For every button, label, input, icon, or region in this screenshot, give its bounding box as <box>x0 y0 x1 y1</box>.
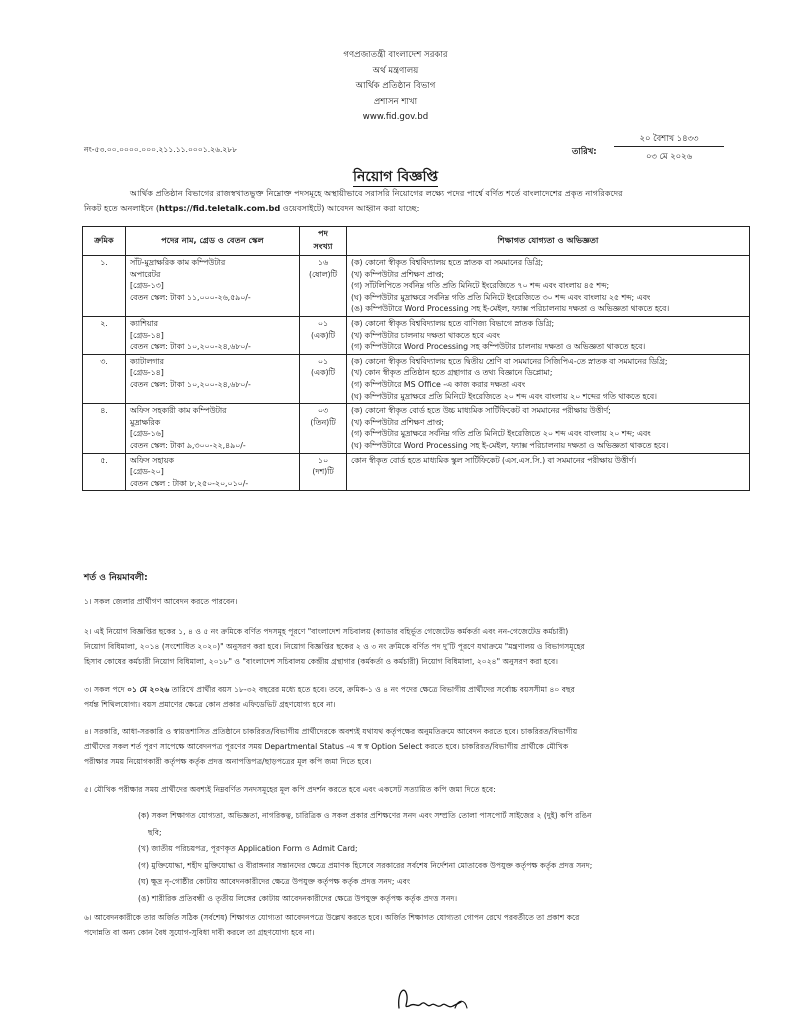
intro-paragraph <box>84 186 732 216</box>
count-words: (এক)টি <box>311 368 335 378</box>
count-number: ১৬ <box>317 258 329 267</box>
header-count <box>300 227 347 256</box>
condition-3-cutoff-date: ০১ মে ২০২৬ <box>127 685 170 694</box>
table-row <box>83 256 750 317</box>
table-row <box>83 404 750 453</box>
condition-2-line-1: ২। এই নিয়োগ বিজ্ঞপ্তির ছকের ১, ৪ ও ৫ নং ক্রমিকে বর্ণিত পদসমূহ পূরণে "বাংলাদেশ সচিবালয় (ক্যাডার বহির্ভূত গেজেটেড কর্মকর্তা এবং নন-গেজেটেড কর্মচারী) <box>84 627 569 636</box>
intro-url: https://fid.teletalk.com.bd <box>159 203 281 213</box>
header-line-division: আর্থিক প্রতিষ্ঠান বিভাগ <box>355 81 436 91</box>
intro-line-2 <box>84 201 732 216</box>
condition-6 <box>84 910 760 940</box>
header-requirements: শিক্ষাগত যোগ্যতা ও অভিজ্ঞতা <box>347 227 750 256</box>
document-item: (খ) জাতীয় পরিচয়পত্র, পূরণকৃত Application Form ও Admit Card; <box>138 844 358 853</box>
header-line-branch: প্রশাসন শাখা <box>373 96 418 107</box>
date-bangla: ২০ বৈশাখ ১৪৩৩ <box>614 131 724 147</box>
condition-2-line-3: হিসাব কোষের কর্মচারী নিয়োগ বিধিমালা, ২০১৮" ও "বাংলাদেশ সচিবালয় কেন্দ্রীয় গ্রন্থাগার (কর্মকর্তা ও কর্মচারী) নিয়োগ বিধিমালা, ২০২৪" অনুসরণ করা হবে। <box>84 657 558 666</box>
count-number: ০১ <box>317 356 329 366</box>
post-name-cont: মুদ্রাক্ষরিক <box>130 417 161 427</box>
post-grade: [গ্রেড-১৬] <box>130 429 164 439</box>
requirement-item: (খ) কম্পিউটার প্রশিক্ষণ প্রাপ্ত; <box>351 417 445 427</box>
header-count-line-1: পদ <box>318 228 328 238</box>
requirement-item: কোন স্বীকৃত বোর্ড হতে মাধ্যমিক স্কুল সার্টিফিকেট (এস.এস.সি.) বা সমমানের পরীক্ষায় উত্তীর্ণ। <box>351 455 637 465</box>
post-grade: [গ্রেড-১৪] <box>130 368 164 378</box>
memo-number: নং-৫৩.০০.০০০০.০০০.২১১.১১.০০০১.২৬.২৮৮ <box>84 145 238 154</box>
post-name: সাঁট-মুদ্রাক্ষরিক কাম কম্পিউটার <box>130 258 226 267</box>
row-post <box>126 453 300 491</box>
post-scale: বেতন স্কেল: টাকা ৯,৩০০-২২,৪৯০/- <box>130 440 246 450</box>
condition-3 <box>84 682 760 712</box>
count-words: (দশ)টি <box>312 467 334 477</box>
post-grade: [গ্রেড-১৪] <box>130 330 164 340</box>
conditions-title: শর্ত ও নিয়মাবলী: <box>84 573 148 583</box>
header-serial: ক্রমিক <box>83 227 126 256</box>
header-post: পদের নাম, গ্রেড ও বেতন স্কেল <box>126 227 300 256</box>
row-post <box>126 354 300 403</box>
count-number: ০১ <box>317 318 329 328</box>
requirement-item: (খ) কোন স্বীকৃত প্রতিষ্ঠান হতে গ্রন্থাগার ও তথ্য বিজ্ঞানে ডিপ্লোমা; <box>351 368 553 378</box>
count-number: ০৩ <box>317 406 329 416</box>
intro-line-1: আর্থিক প্রতিষ্ঠান বিভাগের রাজস্বখাতভুক্ত নিম্নোক্ত পদসমূহে অস্থায়ীভাবে সরাসরি নিয়োগের লক্ষ্যে পদের পার্শ্বে বর্ণিত শর্তে বাংলাদেশের প্রকৃত নাগরিকদের <box>130 188 623 198</box>
row-serial: ৩. <box>83 354 126 403</box>
document-item: (গ) মুক্তিযোদ্ধা, শহীদ মুক্তিযোদ্ধা ও বীরাঙ্গনার সন্তানদের ক্ষেত্রে প্রমাণক হিসেবে সরকারের সর্বশেষ নির্দেশনা মোতাবেক উপযুক্ত কর্তৃপক্ষ কর্তৃক প্রদত্ত সনদ; <box>138 860 593 870</box>
date-english: ০৩ মে ২০২৬ <box>645 151 693 161</box>
condition-4-line-1: ৪। সরকারি, আধা-সরকারি ও স্বায়ত্তশাসিত প্রতিষ্ঠানে চাকরিরত/বিভাগীয় প্রার্থীদেরকে অবশ্যই যথাযথ কর্তৃপক্ষের অনুমতিক্রমে আবেদন করতে হবে। চাকরিরত/বিভাগীয় <box>84 727 578 736</box>
condition-3-prefix: ৩। সকল পদে <box>84 685 128 694</box>
row-requirements <box>347 453 750 491</box>
condition-2-line-2: নিয়োগ বিধিমালা, ২০১৪ (সংশোধিত ২০২০)" অনুসরণ করা হবে। নিয়োগ বিজ্ঞপ্তির ছকের ২ ও ৩ নং ক্রমিকে বর্ণিত পদ দু'টি পূরণে যথাক্রমে "মন্ত্রণালয় ও বিভাগসমূহের <box>84 642 585 651</box>
post-name: অফিস সহকারী কাম কম্পিউটার <box>130 406 227 416</box>
post-grade: [গ্রেড-২০] <box>130 467 164 477</box>
row-post <box>126 404 300 453</box>
vacancy-table <box>82 226 750 491</box>
requirement-item: (ক) কোনো স্বীকৃত বোর্ড হতে উচ্চ মাধ্যমিক সার্টিফিকেট বা সমমানের পরীক্ষায় উত্তীর্ণ; <box>351 406 611 416</box>
row-count <box>300 404 347 453</box>
count-words: (ষোল)টি <box>308 269 338 279</box>
intro-line-2-suffix: ওয়েবসাইটে) আবেদন আহ্বান করা যাচ্ছে: <box>280 203 420 213</box>
condition-3-line-1 <box>84 682 760 697</box>
post-name-cont: অপারেটর <box>130 269 161 279</box>
post-name: ক্যাশিয়ার <box>130 318 158 328</box>
requirement-item: (ঘ) কম্পিউটার মুদ্রাক্ষরে সর্বনিম্ন গতি প্রতি মিনিটে ইংরেজিতে ৩০ শব্দ এবং বাংলায় ২৫ শব্দ; এবং <box>351 292 651 302</box>
row-count <box>300 453 347 491</box>
notice-title-text: নিয়োগ বিজ্ঞপ্তি <box>352 169 439 185</box>
office-header <box>0 48 791 126</box>
post-scale: বেতন স্কেল: টাকা ১০,২০০-২৪,৬৮০/- <box>130 379 251 389</box>
document-item: (ঙ) শারীরিক প্রতিবন্ধী ও তৃতীয় লিঙ্গের কোটায় আবেদনকারীদের ক্ষেত্রে উপযুক্ত কর্তৃপক্ষ কর্তৃক প্রদত্ত সনদ। <box>138 893 458 903</box>
row-serial: ১. <box>83 256 126 317</box>
header-line-government: গণপ্রজাতন্ত্রী বাংলাদেশ সরকার <box>343 50 448 60</box>
requirement-item: (ক) কোনো স্বীকৃত বিশ্ববিদ্যালয় হতে স্নাতক বা সমমানের ডিগ্রি; <box>351 258 544 267</box>
post-name: অফিস সহায়ক <box>130 455 174 465</box>
condition-5-documents <box>84 808 760 907</box>
document-item-cont: ছবি; <box>148 827 162 837</box>
requirement-item: (খ) কম্পিউটার প্রশিক্ষণ প্রাপ্ত; <box>351 269 445 279</box>
count-words: (তিন)টি <box>310 417 336 427</box>
row-serial: ২. <box>83 316 126 354</box>
document-item: (ক) সকল শিক্ষাগত যোগ্যতা, অভিজ্ঞতা, নাগরিকত্ব, চারিত্রিক ও সকল প্রকার প্রশিক্ষণের সনদ এবং সম্প্রতি তোলা পাসপোর্ট সাইজের ২ (দুই) কপি রঙিন <box>138 811 592 820</box>
header-line-ministry: অর্থ মন্ত্রণালয় <box>372 65 419 76</box>
row-serial: ৫. <box>83 453 126 491</box>
condition-1 <box>84 594 760 609</box>
condition-6-line-2: পদোন্নতি বা অন্য কোন বৈধ সুযোগ-সুবিধা দাবী করলে তা গ্রহণযোগ্য হবে না। <box>84 928 315 937</box>
row-post <box>126 316 300 354</box>
document-item: (ঘ) ক্ষুদ্র নৃ-গোষ্ঠীর কোটায় আবেদনকারীদের ক্ষেত্রে উপযুক্ত কর্তৃপক্ষ কর্তৃক প্রদত্ত সনদ; এবং <box>138 877 411 886</box>
row-post <box>126 256 300 317</box>
condition-3-rest: তারিখে প্রার্থীর বয়স ১৮-৩২ বছরের মধ্যে হতে হবে। তবে, ক্রমিক-১ ও ৪ নং পদের ক্ষেত্রে বিভাগীয় প্রার্থীদের সর্বোচ্চ বয়সসীমা ৪০ বছর <box>169 685 575 694</box>
row-count <box>300 316 347 354</box>
row-count <box>300 354 347 403</box>
condition-4-line-2: প্রার্থীদের সকল শর্ত পূরণ সাপেক্ষে আবেদনপত্র পূরণের সময় Departmental Status -এ স্ব স্ব Option Select করতে হবে। চাকরিরত/বিভাগীয় প্রার্থীকে মৌখিক <box>84 742 569 751</box>
row-serial: ৪. <box>83 404 126 453</box>
row-requirements <box>347 404 750 453</box>
table-row <box>83 316 750 354</box>
post-name: ক্যাটালগার <box>130 356 164 366</box>
date-label: তারিখ: <box>572 146 597 156</box>
condition-5 <box>84 782 760 797</box>
post-grade: [গ্রেড-১৩] <box>130 281 164 291</box>
requirement-item: (ঘ) কম্পিউটার মুদ্রাক্ষরে প্রতি মিনিটে ইংরেজিতে ২০ শব্দ এবং বাংলায় ২০ শব্দের গতি থাকতে হবে। <box>351 391 657 401</box>
condition-1-text: ১। সকল জেলার প্রার্থীগণ আবেদন করতে পারবেন। <box>84 597 238 606</box>
header-count-line-2: সংখ্যা <box>313 241 333 251</box>
intro-line-2-prefix: নিকট হতে অনলাইনে ( <box>84 203 160 213</box>
condition-5-text: ৫। মৌখিক পরীক্ষার সময় প্রার্থীদের অবশ্যই নিম্নবর্ণিত সনদসমূহের মূল কপি প্রদর্শন করতে হবে এবং একসেট সত্যায়িত কপি জমা দিতে হবে: <box>84 785 496 794</box>
table-row <box>83 354 750 403</box>
row-requirements <box>347 256 750 317</box>
requirement-item: (ক) কোনো স্বীকৃত বিশ্ববিদ্যালয় হতে দ্বিতীয় শ্রেণি বা সমমানের সিজিপিএ-তে স্নাতক বা সমমানের ডিগ্রি; <box>351 356 668 366</box>
condition-4 <box>84 724 760 769</box>
row-requirements <box>347 316 750 354</box>
requirement-item: (ঙ) কম্পিউটারে Word Processing সহ ই-মেইল, ফ্যাক্স পরিচালনায় দক্ষতা ও অভিজ্ঞতা থাকতে হবে। <box>351 304 670 314</box>
post-scale: বেতন স্কেল: টাকা ১১,০০০-২৬,৫৯০/- <box>130 292 251 302</box>
requirement-item: (গ) কম্পিউটার মুদ্রাক্ষরে সর্বনিম্ন গতি প্রতি মিনিটে ইংরেজিতে ২০ শব্দ এবং বাংলায় ২০ শব্দ; এবং <box>351 429 651 439</box>
table-header-row <box>83 227 750 256</box>
row-requirements <box>347 354 750 403</box>
requirement-item: (গ) সাঁটলিপিতে সর্বনিম্ন গতি প্রতি মিনিটে ইংরেজিতে ৭০ শব্দ এবং বাংলায় ৪৫ শব্দ; <box>351 281 610 291</box>
table-row <box>83 453 750 491</box>
requirement-item: (গ) কম্পিউটারে MS Office -এ কাজ করার দক্ষতা এবং <box>351 379 526 389</box>
header-website: www.fid.gov.bd <box>362 112 429 122</box>
condition-6-line-1: ৬। আবেদনকারীকে তার অর্জিত সঠিক (সর্বশেষ) শিক্ষাগত যোগ্যতা আবেদনপত্রে উল্লেখ করতে হবে। অর্জিত শিক্ষাগত যোগ্যতা গোপন রেখে পরবর্তীতে তা প্রকাশ করে <box>84 913 580 922</box>
condition-3-line-2: পর্যন্ত শিথিলযোগ্য। বয়স প্রমাণের ক্ষেত্রে কোন প্রকার এফিডেভিট গ্রহণযোগ্য হবে না। <box>84 700 336 709</box>
requirement-item: (গ) কম্পিউটারে Word Processing সহ কম্পিউটার চালনায় দক্ষতা ও অভিজ্ঞতা থাকতে হবে। <box>351 342 646 352</box>
requirement-item: (খ) কম্পিউটার চালনায় দক্ষতা থাকতে হবে এবং <box>351 330 500 340</box>
handwritten-signature <box>395 978 475 1018</box>
count-number: ১০ <box>317 455 329 465</box>
row-count <box>300 256 347 317</box>
condition-2 <box>84 624 760 669</box>
requirement-item: (ক) কোনো স্বীকৃত বিশ্ববিদ্যালয় হতে বাণিজ্য বিভাগে স্নাতক ডিগ্রি; <box>351 318 555 328</box>
post-scale: বেতন স্কেল: টাকা ১০,২০০-২৪,৬৮০/- <box>130 342 251 352</box>
requirement-item: (ঘ) কম্পিউটারে Word Processing সহ ই-মেইল, ফ্যাক্স পরিচালনায় দক্ষতা ও অভিজ্ঞতা থাকতে হবে। <box>351 440 669 450</box>
date-block <box>614 131 724 163</box>
condition-4-line-3: পরীক্ষার সময় নিয়োগকারী কর্তৃপক্ষ কর্তৃক প্রদত্ত অনাপত্তিপত্র/ছাড়পত্রের মূল কপি জমা দিতে হবে। <box>84 757 372 766</box>
post-scale: বেতন স্কেল : টাকা ৮,২৫০-২০,০১০/- <box>130 478 249 488</box>
count-words: (এক)টি <box>311 330 335 340</box>
